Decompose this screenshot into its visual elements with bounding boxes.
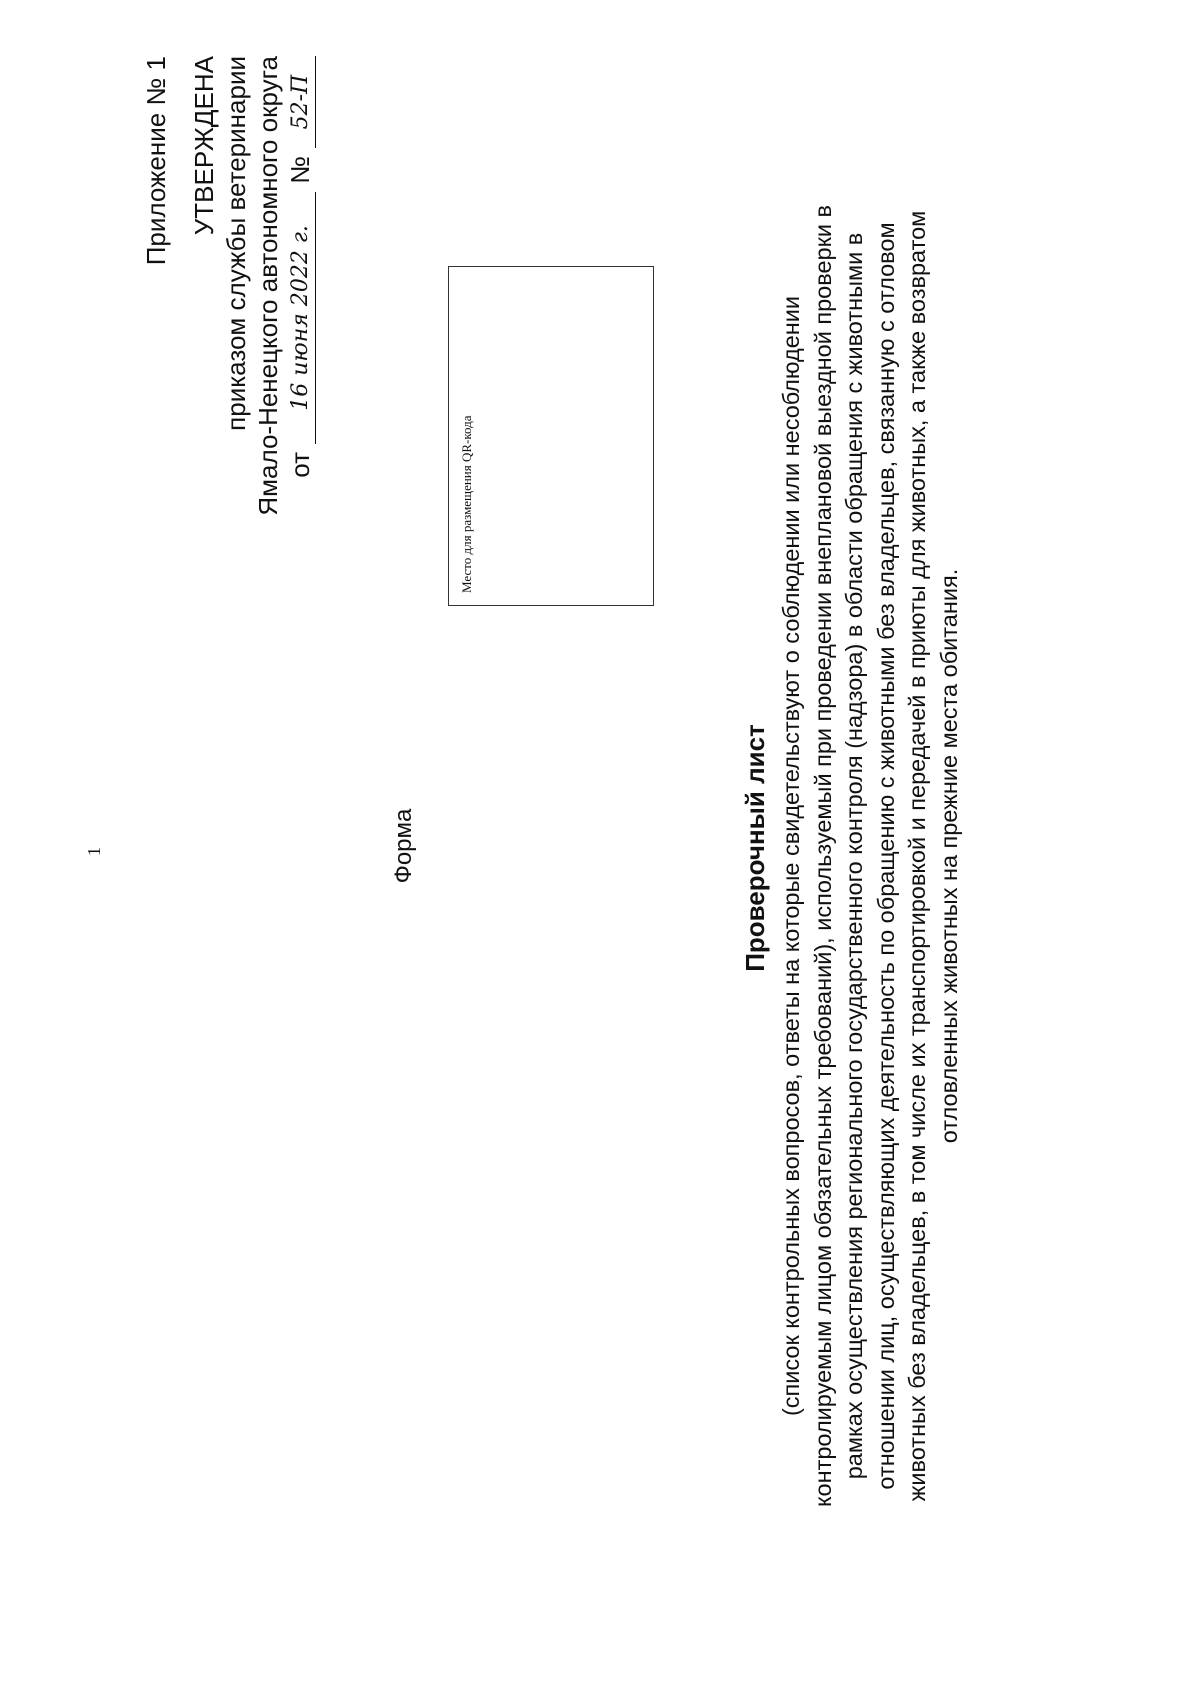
description-line: отловленных животных на прежние места обитания. [935, 568, 962, 1144]
form-label: Форма [390, 808, 417, 884]
approval-block [140, 56, 316, 616]
description-line: контролируемым лицом обязательных требований), используемый при проведении внеплановой выездной проверки в [809, 204, 836, 1508]
description-line: отношении лиц, осуществляющих деятельность по обращению с животными без владельцев, связанную с отловом [872, 222, 899, 1490]
from-label: от [285, 451, 315, 478]
order-number-handwritten: 52-П [287, 56, 316, 148]
qr-code-placeholder [448, 266, 654, 606]
order-date-handwritten: 16 июня 2022 г. [287, 192, 316, 444]
page-number: 1 [84, 847, 104, 856]
number-label: № [285, 156, 315, 184]
qr-placeholder-label: Место для размещения QR-кода [459, 415, 474, 593]
description-line: (список контрольных вопросов, ответы на которые свидетельствуют о соблюдении или несоблюдении [778, 295, 804, 1417]
order-date-row [284, 56, 316, 478]
document-title: Проверочный лист [740, 724, 770, 972]
description-line: рамках осуществления регионального государственного контроля (надзора) в области обращения с животными в [841, 232, 867, 1480]
order-label: приказом службы ветеринарии [221, 56, 251, 431]
authority-label: Ямало-Ненецкого автономного округа [253, 56, 283, 516]
approved-label: УТВЕРЖДЕНА [189, 56, 219, 236]
document-description [776, 76, 965, 1636]
description-line: животных без владельцев, в том числе их транспортировкой и передачей в приюты для животных, а также возвратом [904, 210, 930, 1502]
appendix-label: Приложение № 1 [141, 56, 171, 266]
